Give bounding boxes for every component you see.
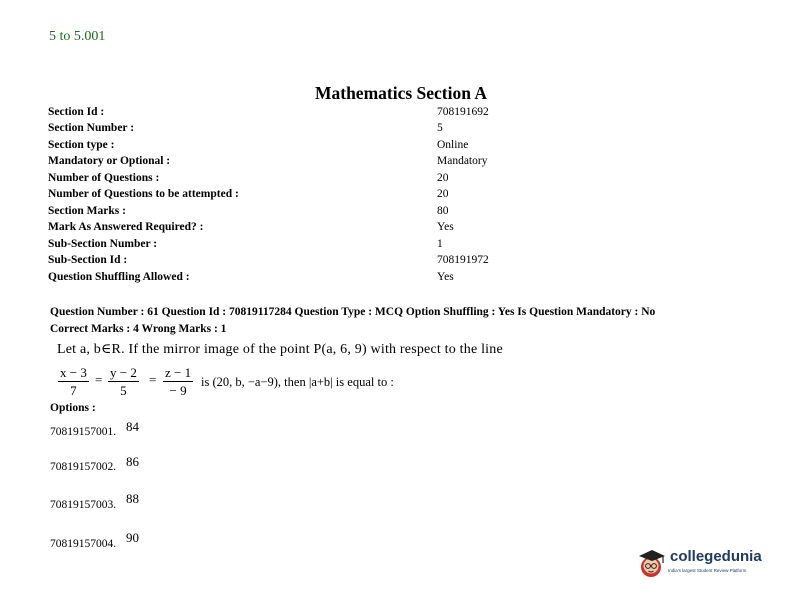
info-label: Section Marks : <box>48 205 126 217</box>
info-row-shuffling <box>48 271 548 287</box>
info-label: Question Shuffling Allowed : <box>48 271 190 283</box>
info-label: Mandatory or Optional : <box>48 155 171 167</box>
info-value: Yes <box>437 271 454 283</box>
graduate-mascot-icon <box>636 547 668 579</box>
info-row-mark-answered <box>48 221 548 237</box>
section-title: Mathematics Section A <box>314 83 488 103</box>
fraction-denominator: 5 <box>120 383 127 398</box>
option-id: 70819157001. <box>50 426 117 438</box>
option-value: 88 <box>126 491 139 506</box>
info-row-subsection-id <box>48 254 548 270</box>
info-row-section-id <box>48 106 548 122</box>
fraction-numerator: z − 1 <box>165 365 192 380</box>
option-id: 70819157002. <box>50 461 117 473</box>
info-row-section-number <box>48 122 548 138</box>
question-marks: Correct Marks : 4 Wrong Marks : 1 <box>50 323 227 335</box>
option-value: 84 <box>126 419 139 434</box>
info-value: Online <box>437 139 469 151</box>
info-value: Mandatory <box>437 155 488 167</box>
fraction-denominator: 7 <box>70 383 77 398</box>
question-meta: Question Number : 61 Question Id : 70819117284 Question Type : MCQ Option Shuffling : Yes Is Question Mandatory : No <box>50 306 656 318</box>
option-id: 70819157003. <box>50 499 117 511</box>
logo-text: collegedunia <box>670 548 762 565</box>
option-id: 70819157004. <box>50 538 117 550</box>
info-row-num-attempted <box>48 188 548 204</box>
question-text-continued: is (20, b, −a−9), then |a+b| is equal to : <box>201 375 394 389</box>
equals-sign: = <box>149 372 157 387</box>
info-value: 708191692 <box>437 106 489 118</box>
info-value: 5 <box>437 122 443 134</box>
info-value: Yes <box>437 221 454 233</box>
info-label: Section Number : <box>48 122 135 134</box>
info-row-section-type <box>48 139 548 155</box>
collegedunia-logo <box>636 545 766 585</box>
info-label: Mark As Answered Required? : <box>48 221 204 233</box>
info-label: Number of Questions to be attempted : <box>48 188 239 200</box>
info-value: 20 <box>437 172 449 184</box>
info-label: Number of Questions : <box>48 172 160 184</box>
info-value: 708191972 <box>437 254 489 266</box>
info-row-subsection-number <box>48 238 548 254</box>
options-label: Options : <box>50 402 96 414</box>
info-value: 20 <box>437 188 449 200</box>
question-text: Let a, b∈R. If the mirror image of the point P(a, 6, 9) with respect to the line <box>57 342 503 357</box>
fraction-numerator: x − 3 <box>60 365 87 380</box>
option-value: 86 <box>126 454 139 469</box>
option-value: 90 <box>126 530 139 545</box>
info-label: Section type : <box>48 139 115 151</box>
fraction-numerator: y − 2 <box>110 365 137 380</box>
info-value: 80 <box>437 205 449 217</box>
info-label: Sub-Section Id : <box>48 254 128 266</box>
info-label: Sub-Section Number : <box>48 238 158 250</box>
fraction-z <box>163 364 193 399</box>
info-row-mandatory <box>48 155 548 171</box>
fraction-denominator: − 9 <box>169 383 187 398</box>
info-row-num-questions <box>48 172 548 188</box>
info-value: 1 <box>437 238 443 250</box>
fraction-y <box>108 364 139 399</box>
info-row-section-marks <box>48 205 548 221</box>
info-label: Section Id : <box>48 106 105 118</box>
logo-tagline: India's largest Student Review Platform <box>668 568 747 573</box>
answer-key: 5 to 5.001 <box>49 29 106 44</box>
fraction-x <box>58 364 89 399</box>
equals-sign: = <box>95 372 103 387</box>
